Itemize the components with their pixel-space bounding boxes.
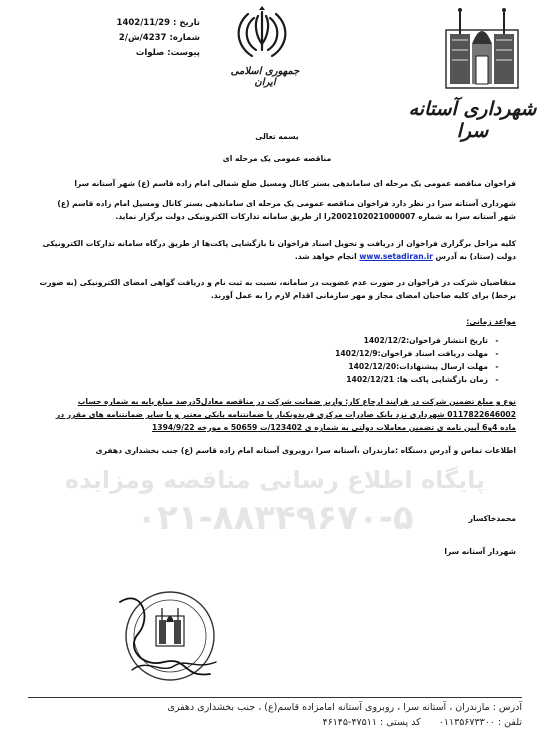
schedule-text: مهلت دریافت اسناد فراخوان:1402/12/9 bbox=[335, 349, 488, 358]
date-row bbox=[40, 16, 200, 31]
schedule-heading: مواعد زمانی: bbox=[466, 317, 516, 326]
schedule-text: زمان بازگشایی پاکت ها: 1402/12/21 bbox=[346, 375, 488, 384]
tender-subtitle: فراخوان مناقصه عمومی یک مرحله ای ساماندهی بستر کانال ومسیل ضلع شمالی امام زاده قاسم (ع) شهر آستانه سرا bbox=[74, 179, 516, 188]
schedule-bullet: - bbox=[495, 362, 499, 371]
number-value: 4237/ش/2 bbox=[118, 33, 167, 43]
phone-label: تلفن : bbox=[497, 717, 522, 728]
signatory-title: شهردار آستانه سرا bbox=[444, 547, 516, 556]
postal-value: ۴۷۵۱۱-۴۶۱۴۵ bbox=[322, 717, 377, 728]
schedule-item bbox=[38, 360, 516, 373]
emblem-caption: جمهوری اسلامی ایران bbox=[230, 66, 300, 88]
schedule-bullet: - bbox=[495, 336, 499, 345]
postal-label: کد پستی : bbox=[380, 717, 421, 728]
number-label: شماره: bbox=[169, 33, 200, 43]
footer bbox=[28, 700, 522, 730]
schedule-bullet: - bbox=[495, 349, 499, 358]
schedule-item bbox=[38, 373, 516, 386]
number-row bbox=[40, 31, 200, 46]
attachment-label: پیوست: bbox=[167, 48, 200, 58]
schedule-text: تاریخ انتشار فراخوان:1402/12/2 bbox=[363, 336, 488, 345]
paragraph-process-end: انجام خواهد شد. bbox=[294, 252, 360, 261]
paragraph-process bbox=[38, 237, 516, 263]
watermark bbox=[40, 466, 510, 546]
schedule-item bbox=[38, 334, 516, 347]
phone-value: ۰۱۱۳۵۶۷۳۳۰۰ bbox=[438, 717, 495, 728]
iran-emblem-icon bbox=[232, 6, 292, 64]
footer-address: آدرس : مازندران ، آستانه سرا ، روبروی آستانه امامزاده قاسم(ع) ، جنب بخشداری دهفری bbox=[167, 702, 522, 713]
date-value: 1402/11/29 bbox=[116, 18, 171, 28]
tender-title: مناقصه عمومی یک مرحله ای bbox=[222, 154, 332, 163]
setad-link[interactable]: www.setadiran.ir bbox=[359, 252, 433, 261]
paragraph-process-text: کلیه مراحل برگزاری فراخوان از دریافت و تحویل اسناد فراخوان تا بازگشایی پاکت‌ها از طریق درگاه سامانه تدارکات الکترونیکی دولت (ستاد) به آدرس bbox=[42, 239, 516, 261]
paragraph-guarantee: نوع و مبلغ تضمین شرکت در فرایند ارجاع کار: واریز ضمانت شرکت در مناقصه معادل5درصد مبلغ پایه به شماره حساب 0117822646002 شهرداری نزد بانک صادرات مرکزی فریدونکنار یا ضمانتنامه بانکی معتبر و یا سایر ضمانتنامه های مقرر در ماده 4و6 آیین نامه ی تضمین معاملات دولتی به شماره ی 123402/ت 50659 ه مورخه 1394/9/22 bbox=[55, 397, 516, 432]
date-label: تاریخ : bbox=[173, 18, 200, 28]
signatory-name: محمدخاکسار bbox=[468, 514, 516, 523]
paragraph-registration: متقاضیان شرکت در فراخوان در صورت عدم عضویت در سامانه، نسبت به ثبت نام و دریافت گواهی امضای الکترونیکی (به صورت برخط) برای کلیه صاحبان امضای مجاز و مهر سازمانی اقدام لازم را به عمل آورند. bbox=[39, 278, 516, 300]
logo-caption: شهرداری آستانه سرا bbox=[408, 98, 537, 142]
schedule-item bbox=[38, 347, 516, 360]
schedule-list bbox=[38, 334, 516, 386]
footer-contact-row bbox=[28, 715, 522, 730]
municipality-logo-icon bbox=[432, 4, 532, 96]
schedule-bullet: - bbox=[495, 375, 499, 384]
official-stamp-icon bbox=[112, 578, 232, 690]
attachment-value: صلوات bbox=[135, 48, 165, 58]
schedule-text: مهلت ارسال پیشنهادات:1402/12/20 bbox=[348, 362, 488, 371]
letter-meta bbox=[40, 16, 200, 61]
bismillah: بسمه تعالی bbox=[255, 132, 299, 141]
paragraph-intro: شهرداری آستانه سرا در نظر دارد فراخوان مناقصه عمومی یک مرحله ای ساماندهی بستر کانال ومسیل امام زاده قاسم (ع) شهر آستانه سرا به شماره 2002102021000007را از طریق سامانه تدارکات الکترونیکی دولت برگزار نماید. bbox=[57, 199, 516, 221]
paragraph-contact: اطلاعات تماس و آدرس دستگاه :مازندران ،آستانه سرا ،روبروی آستانه امام زاده قاسم (ع) جنب بخشداری دهفری bbox=[95, 446, 516, 455]
footer-divider bbox=[28, 697, 522, 698]
watermark-phone: ۰۲۱-۸۸۳۴۹۶۷۰-۵ bbox=[136, 498, 414, 538]
attachment-row bbox=[40, 46, 200, 61]
watermark-text: پایگاه اطلاع رسانی مناقصه ومزایده bbox=[64, 466, 486, 494]
